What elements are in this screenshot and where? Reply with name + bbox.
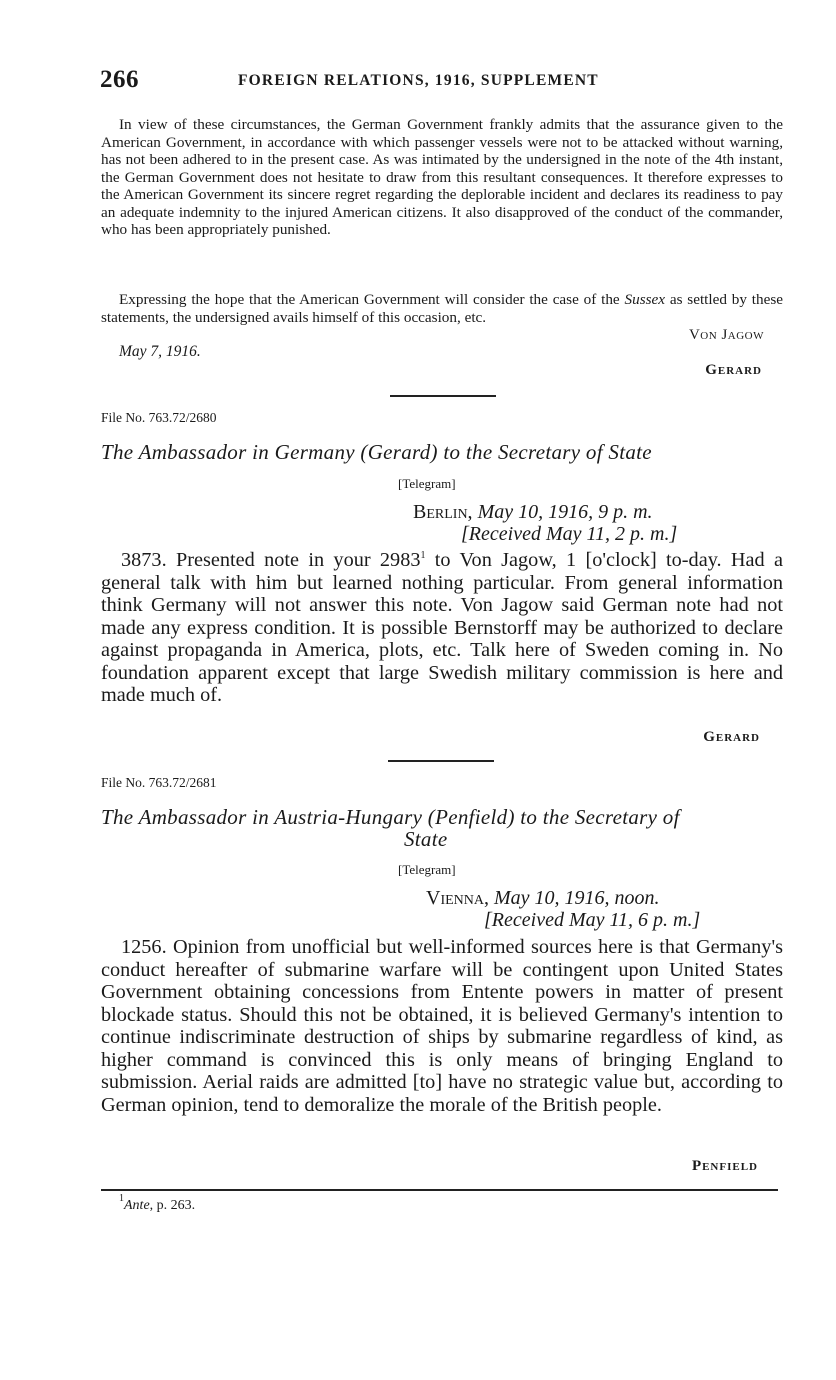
footnote-marker: 1 — [119, 1193, 124, 1204]
place-berlin: Berlin, — [413, 501, 473, 523]
telegram-1256-body: 1256. Opinion from unofficial but well-informed sources here is that Germany's conduct hereafter of submarine warfare will be contingent upon United States Government obtaining concessions from Entente powers in matter of present blockade status. Should this not be obtained, it is believed Germany's intention to continue indiscriminate destruction of ships by submarine regardless of kind, as higher command is convinced this is only means of bringing England to submission. Aerial raids are admitted [to] have no strategic value but, according to German opinion, tend to demoralize the morale of the British people. — [101, 936, 783, 1116]
file-number-2680: File No. 763.72/2680 — [101, 410, 217, 425]
telegram-3873-body — [101, 549, 783, 707]
received-vienna: [Received May 11, 6 p. m.] — [484, 909, 701, 931]
footnote-ref: 1 — [420, 550, 426, 561]
doc-title-penfield-line2: State — [404, 827, 448, 851]
signature-gerard-1: Gerard — [705, 362, 762, 378]
running-title: FOREIGN RELATIONS, 1916, SUPPLEMENT — [238, 72, 599, 89]
ship-name-sussex: Sussex — [624, 291, 665, 308]
doc-title-gerard: The Ambassador in Germany (Gerard) to the Secretary of State — [101, 440, 652, 464]
paragraph-german-admission: In view of these circumstances, the German Government frankly admits that the assurance given to the American Government, in accordance with which passenger vessels were not to be attacked without warning, has not been adhered to in the present case. As was intimated by the undersigned in the note of the 4th instant, the German Government does not hesitate to draw from this resultant consequences. It therefore expresses to the American Government its sincere regret regarding the deplorable incident and declares its readiness to pay an adequate indemnity to the injured American citizens. It also disapproved of the conduct of the commander, who has been appropriately punished. — [101, 116, 783, 238]
doc-title-penfield-line1: The Ambassador in Austria-Hungary (Penfield) to the Secretary of — [101, 805, 680, 829]
paragraph-sussex-text-a: Expressing the hope that the American Government will consider the case of the — [119, 291, 625, 308]
footnote-page: , p. 263. — [149, 1198, 196, 1213]
body-3873-b: to Von Jagow, 1 [o'clock] to-day. Had a general talk with him but learned nothing particular. From general information think Germany will not answer this note. Von Jagow said German note had not made any express condition. It is possible Bernstorff may be authorized to declare against propaganda in America, plots, etc. Talk here of Sweden coming in. No foundation apparent except that large Swedish military commission is here and made much of. — [101, 549, 784, 706]
section-divider — [388, 760, 494, 762]
date-vienna: May 10, 1916, noon. — [494, 887, 660, 909]
page-header — [100, 66, 784, 94]
footnote — [119, 1193, 196, 1214]
signature-penfield: Penfield — [691, 1158, 758, 1174]
dateline-vienna — [426, 887, 660, 910]
body-3873-a: 3873. Presented note in your 2983 — [121, 549, 421, 571]
place-vienna: Vienna, — [426, 887, 489, 909]
paragraph-sussex-text-b: as settled by these statements, the undersigned avails himself of this occasion, etc. — [101, 291, 783, 326]
dateline-berlin — [413, 501, 653, 524]
telegram-label-2: [Telegram] — [398, 862, 456, 877]
telegram-label-1: [Telegram] — [398, 476, 456, 491]
page-number: 266 — [100, 66, 139, 93]
paragraph-sussex-hope — [101, 291, 783, 326]
received-berlin: [Received May 11, 2 p. m.] — [461, 523, 678, 545]
section-divider — [390, 395, 496, 397]
signer-von-jagow: Von Jagow — [688, 327, 764, 343]
date-may-7: May 7, 1916. — [119, 343, 201, 360]
signature-gerard-2: Gerard — [703, 729, 760, 745]
date-berlin: May 10, 1916, 9 p. m. — [477, 501, 653, 523]
file-number-2681: File No. 763.72/2681 — [101, 775, 217, 790]
footnote-rule — [101, 1189, 778, 1191]
footnote-ante: Ante — [124, 1198, 150, 1213]
